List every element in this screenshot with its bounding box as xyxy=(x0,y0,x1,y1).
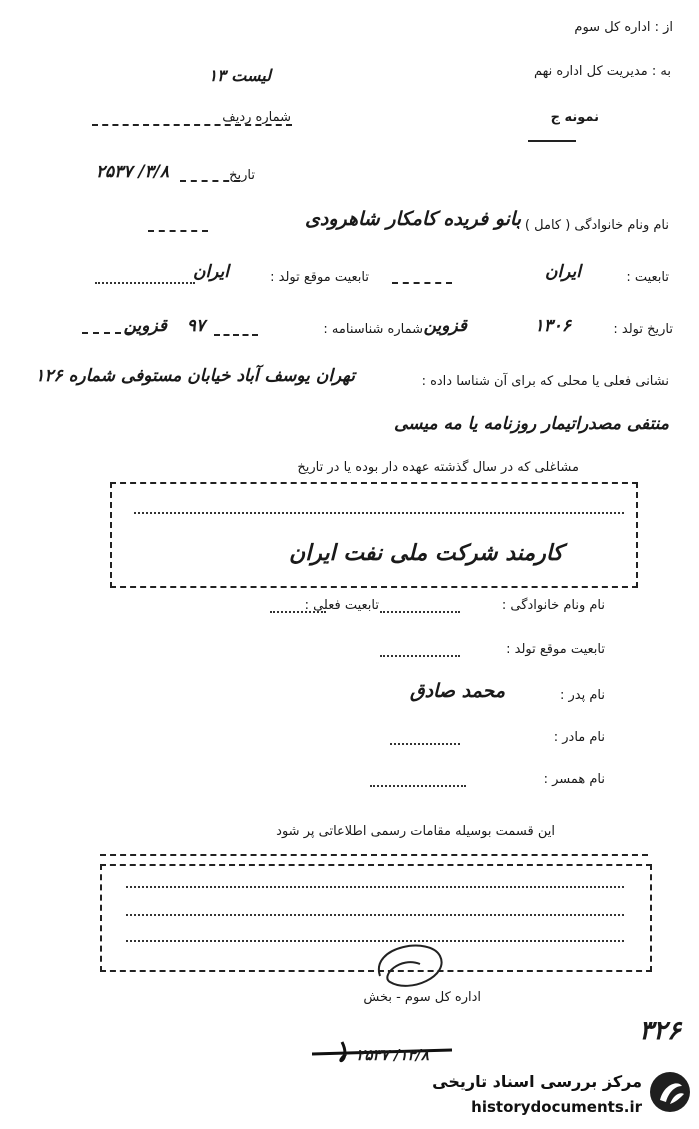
archive-emblem-icon xyxy=(648,1070,692,1114)
form-number: نمونه ج xyxy=(550,110,599,125)
id-label: شماره شناسنامه : xyxy=(323,322,423,337)
other-relative-label: نام همسر : xyxy=(543,772,605,787)
spouse-birth-nat-dots xyxy=(380,655,460,657)
mother-label: نام مادر : xyxy=(553,730,605,745)
father-value: محمد صادق xyxy=(409,680,505,702)
spouse-nationality-label: تابعیت فعلی : xyxy=(304,598,379,613)
date-value: ۳/۸/ ۲۵۳۷ xyxy=(95,162,169,182)
other-relative-dots xyxy=(370,785,466,787)
official-separator xyxy=(100,854,648,856)
jobs-dots xyxy=(134,512,624,514)
archive-url: historydocuments.ir xyxy=(471,1098,642,1116)
birth-place: قزوین xyxy=(423,316,467,336)
row-number-label: شماره ردیف xyxy=(222,110,291,125)
id-dashes-left xyxy=(82,332,132,334)
mother-dots xyxy=(390,743,460,745)
nationality-label: تابعیت : xyxy=(626,270,669,285)
jobs-label: مشاغلی که در سال گذشته عهده دار بوده یا در تاریخ xyxy=(297,460,579,475)
official-line-1 xyxy=(126,886,624,888)
id-dashes xyxy=(214,334,258,336)
address-line1: تهران یوسف آباد خیابان مستوفی شماره ۱۲۶ xyxy=(35,366,355,386)
to-line: به : مدیریت کل اداره نهم xyxy=(534,64,671,79)
birth-nationality-dots xyxy=(95,282,195,284)
nationality-dashes xyxy=(392,282,452,284)
name-dashes xyxy=(148,230,208,232)
date-label: تاریخ xyxy=(229,168,255,183)
job-value: کارمند شرکت ملی نفت ایران xyxy=(289,540,563,566)
address-line2: منتفی مصدراتیمار روزنامه یا مه میسی xyxy=(394,414,669,434)
id-value: ۹۷ xyxy=(186,316,205,336)
form-number-underline xyxy=(528,140,576,142)
birth-nationality-value: ایران xyxy=(192,262,229,282)
official-notice: این قسمت بوسیله مقامات رسمی اطلاعاتی پر شود xyxy=(276,824,555,839)
id-place: قزوین xyxy=(123,316,167,336)
row-number-dashes xyxy=(92,124,292,126)
signature-date: ۱۳/۸/ ۲۵۳۷ xyxy=(356,1046,429,1064)
from-line: از : اداره کل سوم xyxy=(574,20,673,35)
office-section: اداره کل سوم - بخش xyxy=(363,990,481,1005)
spouse-name-label: نام ونام خانوادگی : xyxy=(501,598,605,613)
birth-year: ۱۳۰۶ xyxy=(534,316,571,336)
page-number: ۳۲۶ xyxy=(639,1016,681,1046)
stamp-scribble xyxy=(370,936,460,996)
spouse-birth-nat-label: تابعیت موقع تولد : xyxy=(506,642,605,657)
date-dashes xyxy=(180,180,240,182)
jobs-box xyxy=(110,482,638,588)
birth-label: تاریخ تولد : xyxy=(613,322,673,337)
father-label: نام پدر : xyxy=(560,688,605,703)
archive-name: مرکز بررسی اسناد تاریخی xyxy=(432,1072,642,1091)
spouse-name-dots xyxy=(380,611,460,613)
list-number: لیست ۱۳ xyxy=(208,66,271,85)
archive-logo xyxy=(412,1058,698,1128)
spouse-nationality-dots xyxy=(270,611,326,613)
address-label: نشانی فعلی یا محلی که برای آن شناسا داده : xyxy=(421,374,669,389)
official-line-2 xyxy=(126,914,624,916)
nationality-value: ایران xyxy=(544,262,581,282)
name-label: نام ونام خانوادگی ( کامل ) : xyxy=(516,218,669,233)
birth-nationality-label: تابعیت موقع تولد : xyxy=(270,270,369,285)
name-value: بانو فریده کامکار شاهرودی xyxy=(305,208,521,230)
